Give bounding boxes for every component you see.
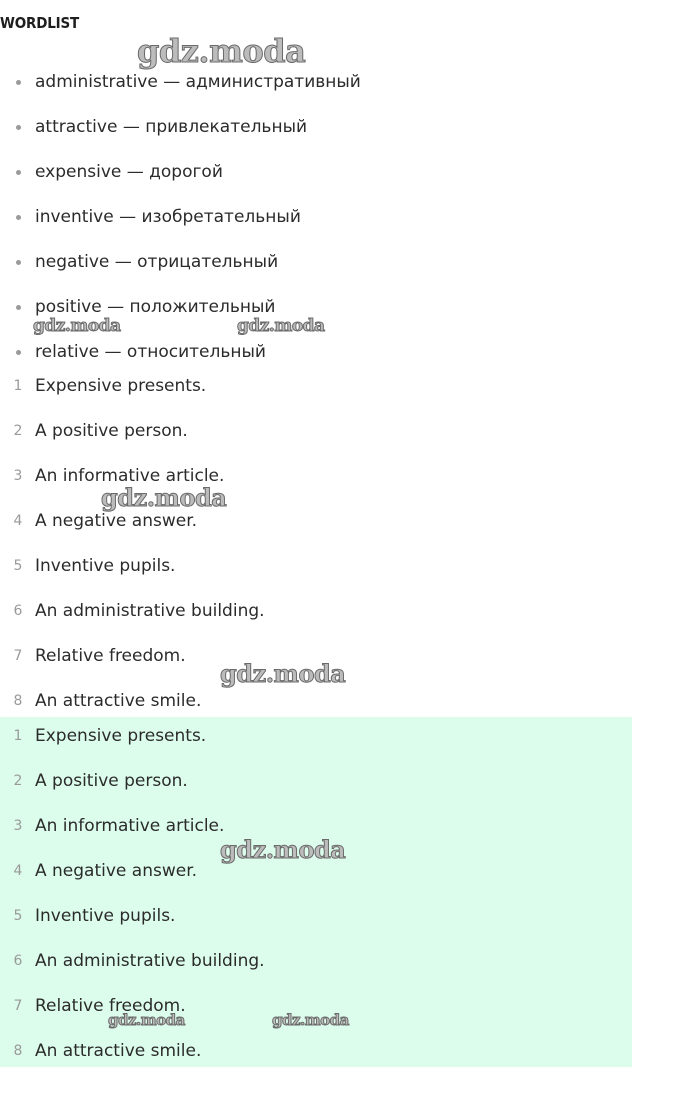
item-number: 7 [13,998,23,1014]
item-text: Relative freedom. [35,996,186,1016]
watermark: gdz.moda [33,316,121,336]
item-text: A negative answer. [35,861,198,881]
wordlist-item-text: inventive — изобретательный [35,207,301,227]
bullet-icon [16,80,21,85]
watermark: gdz.moda [220,835,346,864]
answer-item [0,906,632,951]
item-text: An informative article. [35,816,225,836]
item-number: 4 [13,863,23,879]
wordlist-item [0,297,632,342]
item-text: A negative answer. [35,511,198,531]
wordlist-item-text: negative — отрицательный [35,252,279,272]
answer-item [0,861,632,906]
watermark: gdz.moda [101,483,227,512]
bullet-icon [16,260,21,265]
watermark: gdz.moda [137,32,306,70]
wordlist-item [0,207,632,252]
wordlist-item [0,72,632,117]
exercise-item [0,646,632,691]
wordlist-item-text: attractive — привлекательный [35,117,308,137]
wordlist-item [0,117,632,162]
item-text: An attractive smile. [35,1041,202,1061]
answer-item [0,816,632,861]
item-text: Expensive presents. [35,726,207,746]
exercise-item [0,466,632,511]
item-number: 7 [13,648,23,664]
item-text: An administrative building. [35,951,265,971]
exercise-item [0,556,632,601]
bullet-icon [16,215,21,220]
item-text: A positive person. [35,421,188,441]
item-text: An administrative building. [35,601,265,621]
item-number: 8 [13,693,23,709]
answer-item [0,951,632,996]
item-text: Relative freedom. [35,646,186,666]
watermark: gdz.moda [237,316,325,336]
item-number: 1 [13,728,23,744]
watermark: gdz.moda [272,1011,349,1029]
exercise-item [0,376,632,421]
wordlist-item-text: administrative — административный [35,72,361,92]
wordlist-item-text: relative — относительный [35,342,266,362]
item-number: 1 [13,378,23,394]
watermark: gdz.moda [108,1011,185,1029]
wordlist-heading: WORDLIST [0,14,80,32]
bullet-icon [16,350,21,355]
bullet-icon [16,170,21,175]
item-number: 4 [13,513,23,529]
exercise-item [0,601,632,646]
item-number: 3 [13,818,23,834]
item-number: 5 [13,558,23,574]
wordlist-item [0,162,632,207]
item-number: 3 [13,468,23,484]
wordlist-item-text: positive — положительный [35,297,276,317]
item-number: 6 [13,603,23,619]
exercise-item [0,511,632,556]
answer-item [0,1041,632,1086]
wordlist-item [0,252,632,297]
exercise-item [0,421,632,466]
item-number: 5 [13,908,23,924]
bullet-icon [16,305,21,310]
wordlist-item-text: expensive — дорогой [35,162,223,182]
watermark: gdz.moda [220,659,346,688]
bullet-icon [16,125,21,130]
item-number: 6 [13,953,23,969]
answer-item [0,726,632,771]
item-text: Expensive presents. [35,376,207,396]
item-text: An informative article. [35,466,225,486]
answer-item [0,996,632,1041]
answer-item [0,771,632,816]
item-number: 2 [13,773,23,789]
item-text: An attractive smile. [35,691,202,711]
item-text: Inventive pupils. [35,556,176,576]
item-number: 2 [13,423,23,439]
item-number: 8 [13,1043,23,1059]
item-text: A positive person. [35,771,188,791]
item-text: Inventive pupils. [35,906,176,926]
